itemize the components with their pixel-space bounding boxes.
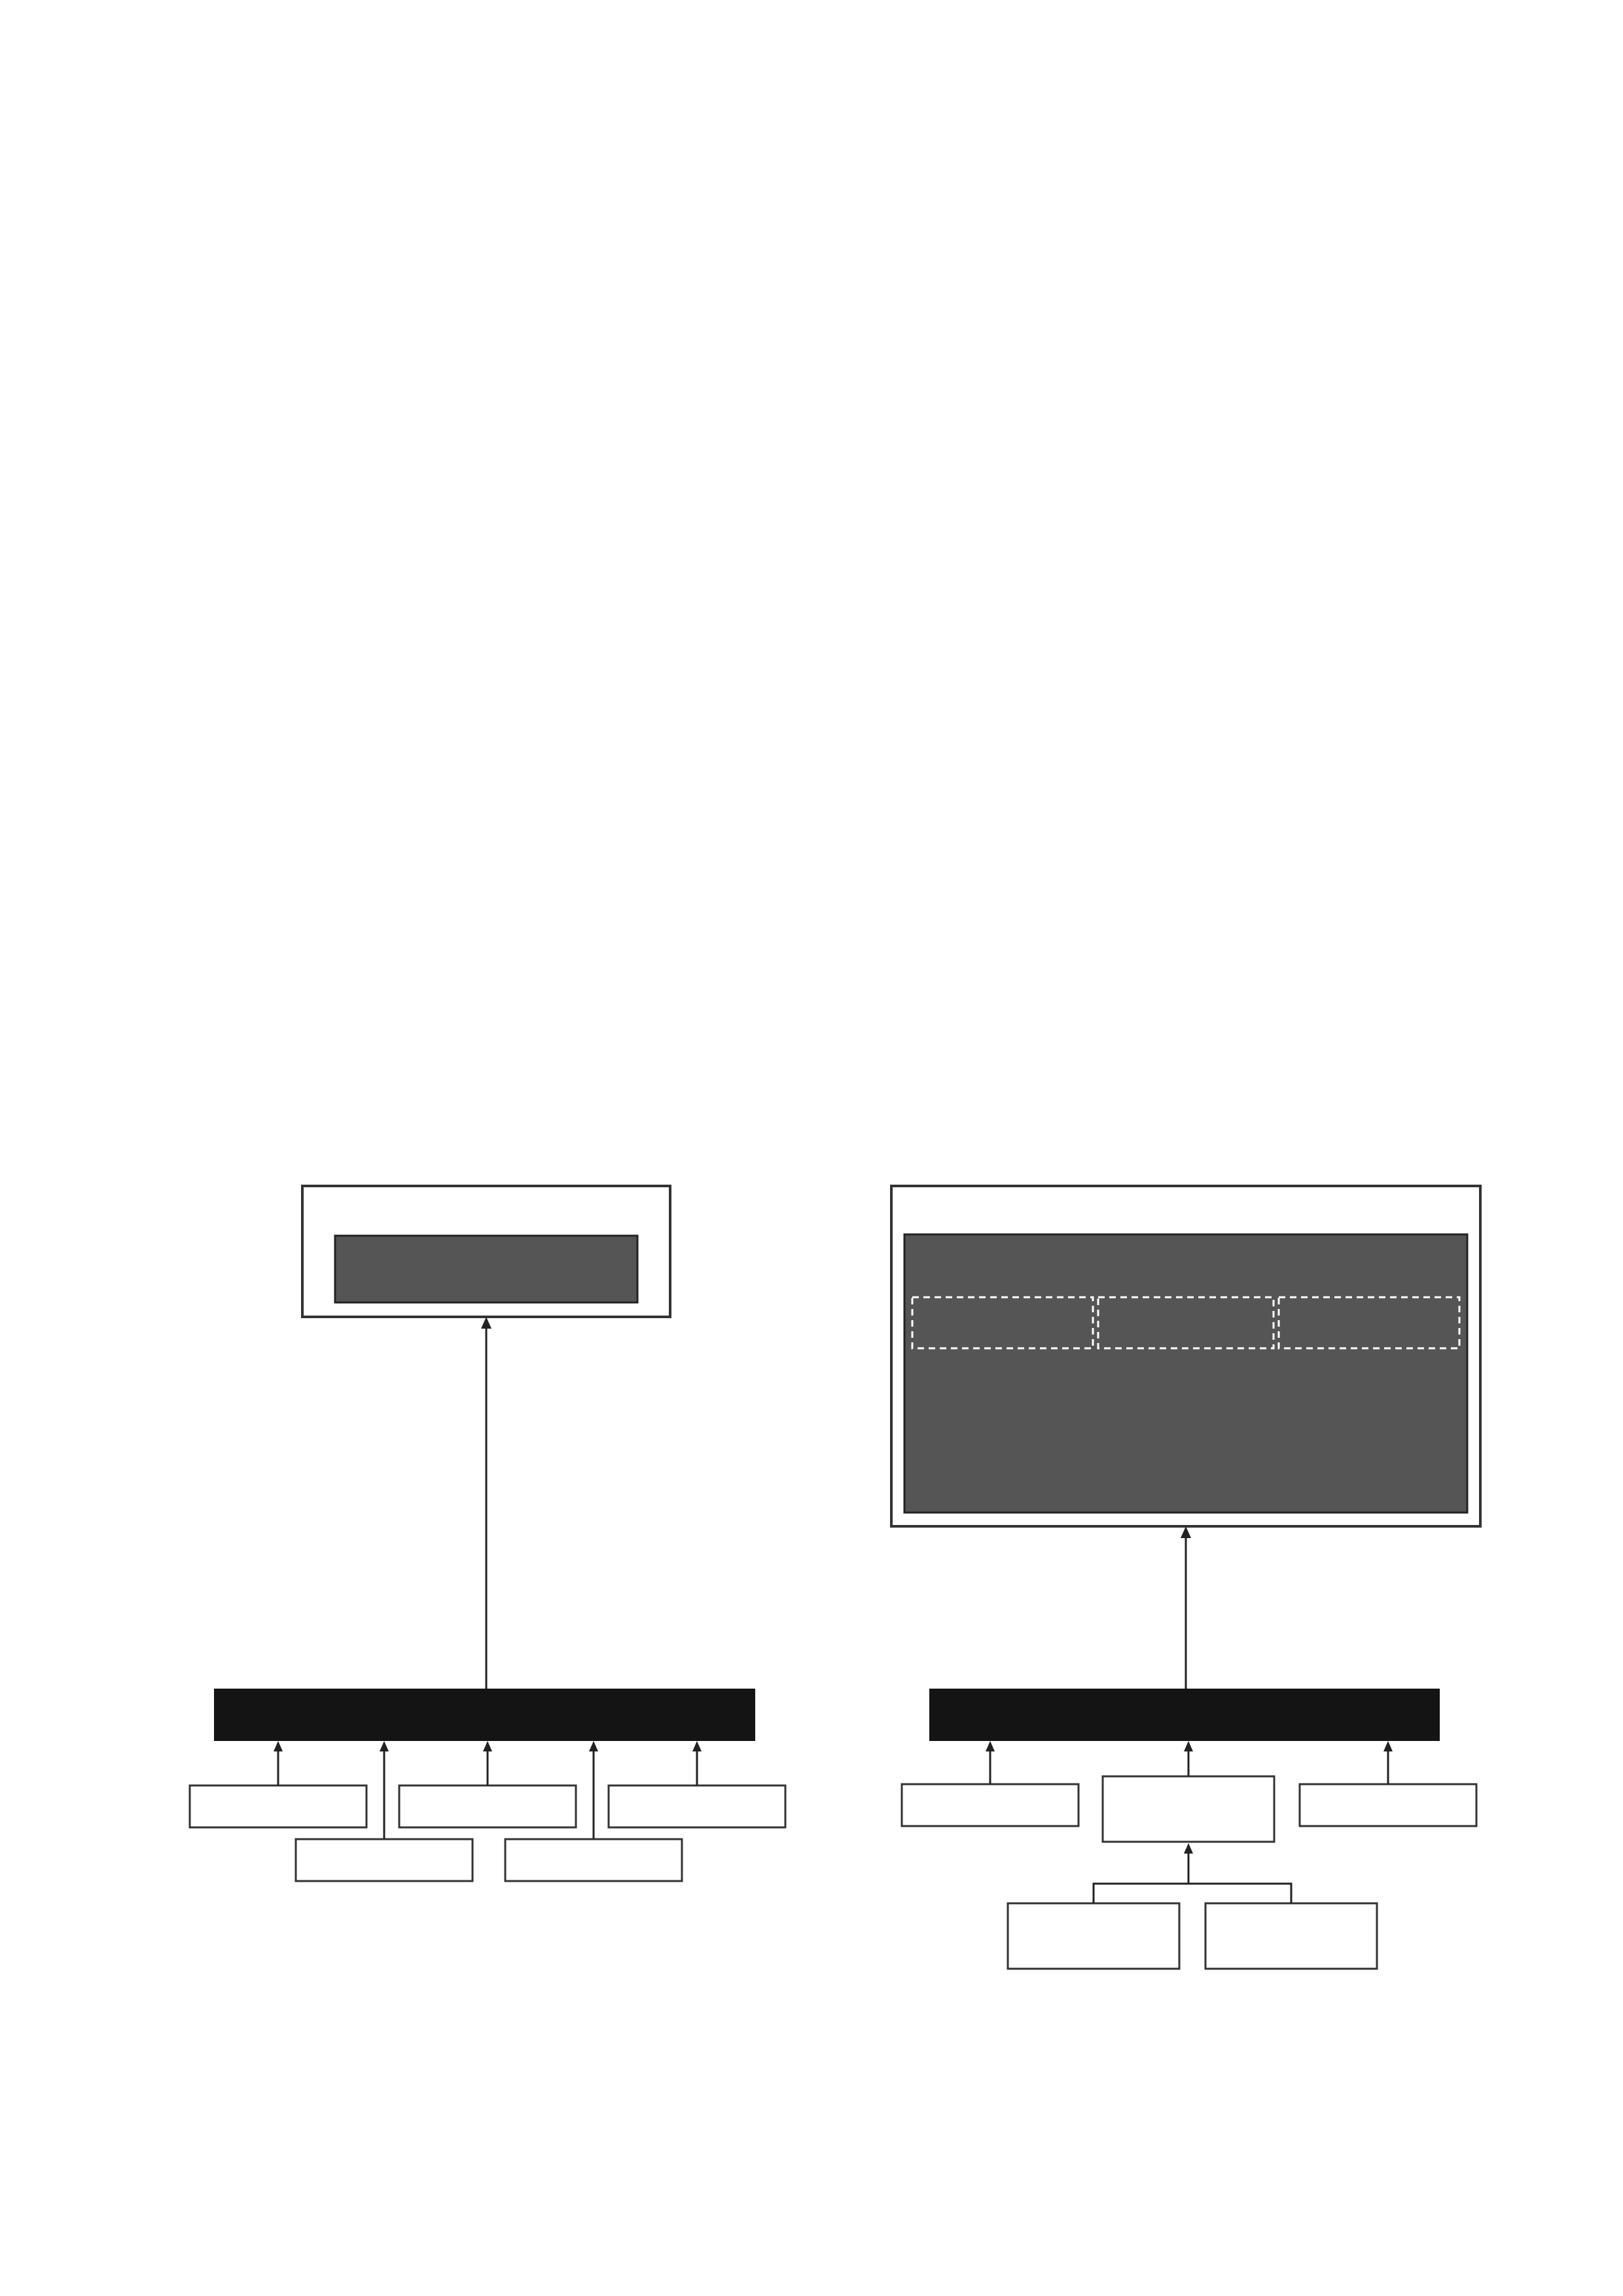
right-supplier-right <box>1300 1784 1476 1826</box>
right-diagram <box>891 1186 1480 1969</box>
right-arrowhead-1 <box>986 1741 995 1751</box>
left-arrowhead-2 <box>483 1741 492 1751</box>
left-arrowhead-5 <box>589 1741 598 1751</box>
right-arrowhead-3 <box>1383 1741 1393 1751</box>
right-arrowhead-sub <box>1184 1843 1193 1854</box>
right-arrowhead-org <box>1181 1526 1191 1538</box>
left-provider-box <box>214 1689 755 1741</box>
right-subcontractor-2 <box>1205 1903 1377 1969</box>
left-supplier-5 <box>505 1839 682 1881</box>
left-client-box <box>335 1236 637 1302</box>
right-subcontractor-connectors <box>1094 1852 1291 1903</box>
left-arrowhead-1 <box>274 1741 283 1751</box>
left-arrowhead-4 <box>380 1741 389 1751</box>
left-supplier-4 <box>296 1839 473 1881</box>
left-diagram <box>190 1186 785 1881</box>
figure-b11 <box>0 1178 1623 1983</box>
right-supplier-left <box>902 1784 1079 1826</box>
left-arrowhead-3 <box>692 1741 702 1751</box>
left-supplier-1 <box>190 1785 366 1827</box>
right-subcontractor-1 <box>1008 1903 1179 1969</box>
right-lead-supplier <box>1103 1776 1274 1842</box>
right-provider-box <box>929 1689 1440 1741</box>
left-arrowhead-org <box>481 1317 491 1329</box>
figure-svg <box>0 1178 1623 1983</box>
left-supplier-3 <box>609 1785 785 1827</box>
left-supplier-2 <box>399 1785 576 1827</box>
right-arrowhead-2 <box>1184 1741 1193 1751</box>
right-client-box <box>904 1234 1467 1513</box>
